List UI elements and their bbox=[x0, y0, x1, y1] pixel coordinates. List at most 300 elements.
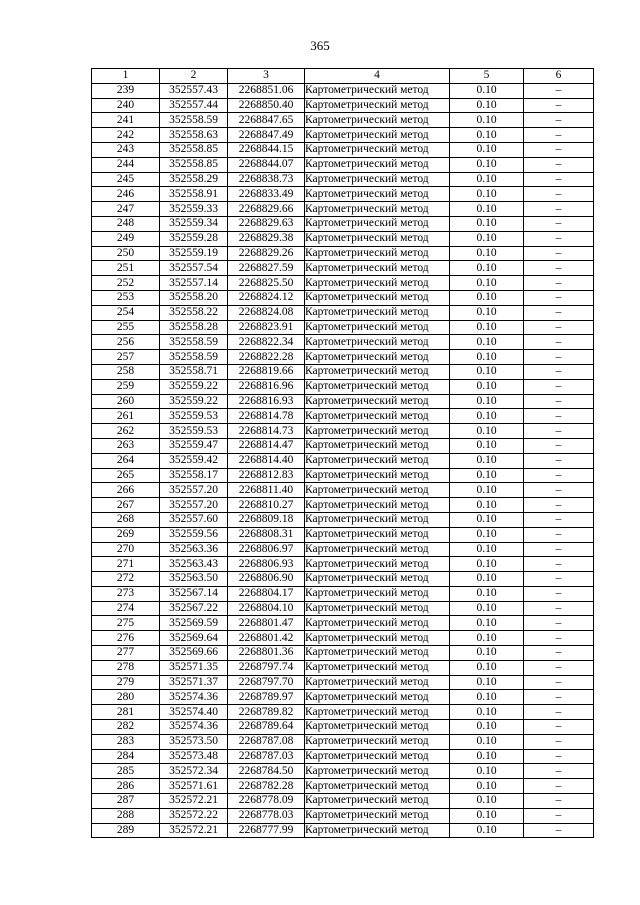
method-cell: Картометрический метод bbox=[305, 601, 450, 616]
method-cell: Картометрический метод bbox=[305, 690, 450, 705]
method-cell: Картометрический метод bbox=[305, 779, 450, 794]
table-row bbox=[92, 794, 594, 809]
point-number-cell: 243 bbox=[92, 142, 160, 157]
y-coordinate-cell: 2268850.40 bbox=[228, 98, 305, 113]
method-cell: Картометрический метод bbox=[305, 335, 450, 350]
accuracy-cell: 0.10 bbox=[450, 424, 524, 439]
note-cell: – bbox=[524, 586, 594, 601]
table-row bbox=[92, 394, 594, 409]
point-number-cell: 251 bbox=[92, 261, 160, 276]
x-coordinate-cell: 352572.21 bbox=[160, 794, 228, 809]
x-coordinate-cell: 352569.59 bbox=[160, 616, 228, 631]
y-coordinate-cell: 2268778.03 bbox=[228, 808, 305, 823]
table-row bbox=[92, 187, 594, 202]
x-coordinate-cell: 352558.59 bbox=[160, 113, 228, 128]
x-coordinate-cell: 352559.42 bbox=[160, 453, 228, 468]
accuracy-cell: 0.10 bbox=[450, 335, 524, 350]
y-coordinate-cell: 2268787.08 bbox=[228, 734, 305, 749]
note-cell: – bbox=[524, 601, 594, 616]
accuracy-cell: 0.10 bbox=[450, 83, 524, 98]
point-number-cell: 287 bbox=[92, 794, 160, 809]
point-number-cell: 279 bbox=[92, 675, 160, 690]
point-number-cell: 275 bbox=[92, 616, 160, 631]
accuracy-cell: 0.10 bbox=[450, 483, 524, 498]
note-cell: – bbox=[524, 113, 594, 128]
accuracy-cell: 0.10 bbox=[450, 98, 524, 113]
point-number-cell: 281 bbox=[92, 705, 160, 720]
note-cell: – bbox=[524, 394, 594, 409]
point-number-cell: 242 bbox=[92, 128, 160, 143]
table-row bbox=[92, 734, 594, 749]
x-coordinate-cell: 352558.85 bbox=[160, 142, 228, 157]
x-coordinate-cell: 352559.34 bbox=[160, 216, 228, 231]
accuracy-cell: 0.10 bbox=[450, 172, 524, 187]
method-cell: Картометрический метод bbox=[305, 764, 450, 779]
note-cell: – bbox=[524, 202, 594, 217]
method-cell: Картометрический метод bbox=[305, 379, 450, 394]
x-coordinate-cell: 352567.22 bbox=[160, 601, 228, 616]
point-number-cell: 247 bbox=[92, 202, 160, 217]
accuracy-cell: 0.10 bbox=[450, 794, 524, 809]
table-row bbox=[92, 601, 594, 616]
method-cell: Картометрический метод bbox=[305, 498, 450, 513]
note-cell: – bbox=[524, 424, 594, 439]
x-coordinate-cell: 352558.59 bbox=[160, 335, 228, 350]
method-cell: Картометрический метод bbox=[305, 483, 450, 498]
note-cell: – bbox=[524, 764, 594, 779]
x-coordinate-cell: 352559.47 bbox=[160, 438, 228, 453]
method-cell: Картометрический метод bbox=[305, 468, 450, 483]
note-cell: – bbox=[524, 498, 594, 513]
method-cell: Картометрический метод bbox=[305, 350, 450, 365]
x-coordinate-cell: 352571.61 bbox=[160, 779, 228, 794]
note-cell: – bbox=[524, 512, 594, 527]
table-row bbox=[92, 261, 594, 276]
note-cell: – bbox=[524, 276, 594, 291]
accuracy-cell: 0.10 bbox=[450, 749, 524, 764]
method-cell: Картометрический метод bbox=[305, 438, 450, 453]
method-cell: Картометрический метод bbox=[305, 157, 450, 172]
method-cell: Картометрический метод bbox=[305, 616, 450, 631]
accuracy-cell: 0.10 bbox=[450, 646, 524, 661]
accuracy-cell: 0.10 bbox=[450, 453, 524, 468]
note-cell: – bbox=[524, 483, 594, 498]
accuracy-cell: 0.10 bbox=[450, 216, 524, 231]
note-cell: – bbox=[524, 216, 594, 231]
x-coordinate-cell: 352572.22 bbox=[160, 808, 228, 823]
method-cell: Картометрический метод bbox=[305, 424, 450, 439]
point-number-cell: 282 bbox=[92, 720, 160, 735]
note-cell: – bbox=[524, 290, 594, 305]
point-number-cell: 288 bbox=[92, 808, 160, 823]
table-row bbox=[92, 527, 594, 542]
table-row bbox=[92, 424, 594, 439]
point-number-cell: 253 bbox=[92, 290, 160, 305]
accuracy-cell: 0.10 bbox=[450, 527, 524, 542]
point-number-cell: 254 bbox=[92, 305, 160, 320]
accuracy-cell: 0.10 bbox=[450, 320, 524, 335]
x-coordinate-cell: 352557.14 bbox=[160, 276, 228, 291]
y-coordinate-cell: 2268806.90 bbox=[228, 572, 305, 587]
method-cell: Картометрический метод bbox=[305, 646, 450, 661]
table-row bbox=[92, 646, 594, 661]
point-number-cell: 244 bbox=[92, 157, 160, 172]
x-coordinate-cell: 352572.34 bbox=[160, 764, 228, 779]
method-cell: Картометрический метод bbox=[305, 305, 450, 320]
point-number-cell: 280 bbox=[92, 690, 160, 705]
x-coordinate-cell: 352572.21 bbox=[160, 823, 228, 838]
y-coordinate-cell: 2268808.31 bbox=[228, 527, 305, 542]
y-coordinate-cell: 2268814.73 bbox=[228, 424, 305, 439]
method-cell: Картометрический метод bbox=[305, 320, 450, 335]
point-number-cell: 277 bbox=[92, 646, 160, 661]
accuracy-cell: 0.10 bbox=[450, 705, 524, 720]
note-cell: – bbox=[524, 749, 594, 764]
method-cell: Картометрический метод bbox=[305, 631, 450, 646]
x-coordinate-cell: 352569.64 bbox=[160, 631, 228, 646]
table-row bbox=[92, 498, 594, 513]
y-coordinate-cell: 2268816.93 bbox=[228, 394, 305, 409]
note-cell: – bbox=[524, 350, 594, 365]
y-coordinate-cell: 2268823.91 bbox=[228, 320, 305, 335]
table-row bbox=[92, 335, 594, 350]
page-number: 365 bbox=[310, 38, 330, 53]
note-cell: – bbox=[524, 705, 594, 720]
y-coordinate-cell: 2268789.97 bbox=[228, 690, 305, 705]
y-coordinate-cell: 2268801.42 bbox=[228, 631, 305, 646]
accuracy-cell: 0.10 bbox=[450, 394, 524, 409]
table-row bbox=[92, 631, 594, 646]
x-coordinate-cell: 352558.91 bbox=[160, 187, 228, 202]
column-header-3: 3 bbox=[228, 69, 305, 84]
y-coordinate-cell: 2268809.18 bbox=[228, 512, 305, 527]
note-cell: – bbox=[524, 142, 594, 157]
table-row bbox=[92, 350, 594, 365]
x-coordinate-cell: 352557.44 bbox=[160, 98, 228, 113]
y-coordinate-cell: 2268833.49 bbox=[228, 187, 305, 202]
note-cell: – bbox=[524, 246, 594, 261]
table-row bbox=[92, 172, 594, 187]
point-number-cell: 257 bbox=[92, 350, 160, 365]
x-coordinate-cell: 352574.40 bbox=[160, 705, 228, 720]
point-number-cell: 269 bbox=[92, 527, 160, 542]
x-coordinate-cell: 352558.17 bbox=[160, 468, 228, 483]
x-coordinate-cell: 352558.29 bbox=[160, 172, 228, 187]
table-row bbox=[92, 483, 594, 498]
point-number-cell: 283 bbox=[92, 734, 160, 749]
method-cell: Картометрический метод bbox=[305, 557, 450, 572]
method-cell: Картометрический метод bbox=[305, 98, 450, 113]
x-coordinate-cell: 352559.19 bbox=[160, 246, 228, 261]
point-number-cell: 274 bbox=[92, 601, 160, 616]
x-coordinate-cell: 352559.53 bbox=[160, 409, 228, 424]
x-coordinate-cell: 352563.36 bbox=[160, 542, 228, 557]
y-coordinate-cell: 2268797.74 bbox=[228, 660, 305, 675]
note-cell: – bbox=[524, 364, 594, 379]
point-number-cell: 239 bbox=[92, 83, 160, 98]
note-cell: – bbox=[524, 320, 594, 335]
note-cell: – bbox=[524, 468, 594, 483]
x-coordinate-cell: 352557.54 bbox=[160, 261, 228, 276]
accuracy-cell: 0.10 bbox=[450, 128, 524, 143]
table-row bbox=[92, 379, 594, 394]
table-row bbox=[92, 586, 594, 601]
method-cell: Картометрический метод bbox=[305, 675, 450, 690]
table-row bbox=[92, 779, 594, 794]
x-coordinate-cell: 352559.53 bbox=[160, 424, 228, 439]
point-number-cell: 260 bbox=[92, 394, 160, 409]
table-row bbox=[92, 290, 594, 305]
x-coordinate-cell: 352559.33 bbox=[160, 202, 228, 217]
note-cell: – bbox=[524, 305, 594, 320]
y-coordinate-cell: 2268829.63 bbox=[228, 216, 305, 231]
note-cell: – bbox=[524, 157, 594, 172]
table-row bbox=[92, 572, 594, 587]
table-header-row bbox=[92, 69, 594, 84]
x-coordinate-cell: 352574.36 bbox=[160, 720, 228, 735]
table-row bbox=[92, 749, 594, 764]
point-number-cell: 271 bbox=[92, 557, 160, 572]
method-cell: Картометрический метод bbox=[305, 216, 450, 231]
point-number-cell: 272 bbox=[92, 572, 160, 587]
method-cell: Картометрический метод bbox=[305, 794, 450, 809]
method-cell: Картометрический метод bbox=[305, 261, 450, 276]
accuracy-cell: 0.10 bbox=[450, 409, 524, 424]
y-coordinate-cell: 2268814.40 bbox=[228, 453, 305, 468]
table-row bbox=[92, 557, 594, 572]
note-cell: – bbox=[524, 675, 594, 690]
method-cell: Картометрический метод bbox=[305, 187, 450, 202]
table-row bbox=[92, 98, 594, 113]
accuracy-cell: 0.10 bbox=[450, 823, 524, 838]
accuracy-cell: 0.10 bbox=[450, 187, 524, 202]
table-row bbox=[92, 468, 594, 483]
note-cell: – bbox=[524, 409, 594, 424]
accuracy-cell: 0.10 bbox=[450, 157, 524, 172]
table-row bbox=[92, 675, 594, 690]
accuracy-cell: 0.10 bbox=[450, 246, 524, 261]
y-coordinate-cell: 2268789.82 bbox=[228, 705, 305, 720]
table-row bbox=[92, 276, 594, 291]
note-cell: – bbox=[524, 438, 594, 453]
point-number-cell: 285 bbox=[92, 764, 160, 779]
x-coordinate-cell: 352559.56 bbox=[160, 527, 228, 542]
x-coordinate-cell: 352574.36 bbox=[160, 690, 228, 705]
x-coordinate-cell: 352573.50 bbox=[160, 734, 228, 749]
method-cell: Картометрический метод bbox=[305, 128, 450, 143]
note-cell: – bbox=[524, 98, 594, 113]
note-cell: – bbox=[524, 646, 594, 661]
accuracy-cell: 0.10 bbox=[450, 113, 524, 128]
method-cell: Картометрический метод bbox=[305, 512, 450, 527]
point-number-cell: 246 bbox=[92, 187, 160, 202]
y-coordinate-cell: 2268838.73 bbox=[228, 172, 305, 187]
table-body bbox=[92, 83, 594, 838]
method-cell: Картометрический метод bbox=[305, 231, 450, 246]
accuracy-cell: 0.10 bbox=[450, 779, 524, 794]
table-row bbox=[92, 409, 594, 424]
method-cell: Картометрический метод bbox=[305, 453, 450, 468]
y-coordinate-cell: 2268806.93 bbox=[228, 557, 305, 572]
y-coordinate-cell: 2268804.17 bbox=[228, 586, 305, 601]
note-cell: – bbox=[524, 660, 594, 675]
table-row bbox=[92, 823, 594, 838]
accuracy-cell: 0.10 bbox=[450, 276, 524, 291]
accuracy-cell: 0.10 bbox=[450, 261, 524, 276]
method-cell: Картометрический метод bbox=[305, 364, 450, 379]
note-cell: – bbox=[524, 616, 594, 631]
column-header-6: 6 bbox=[524, 69, 594, 84]
column-header-4: 4 bbox=[305, 69, 450, 84]
table-row bbox=[92, 202, 594, 217]
accuracy-cell: 0.10 bbox=[450, 231, 524, 246]
table-row bbox=[92, 764, 594, 779]
note-cell: – bbox=[524, 823, 594, 838]
x-coordinate-cell: 352571.37 bbox=[160, 675, 228, 690]
table-row bbox=[92, 305, 594, 320]
table-row bbox=[92, 808, 594, 823]
accuracy-cell: 0.10 bbox=[450, 542, 524, 557]
point-number-cell: 273 bbox=[92, 586, 160, 601]
column-header-5: 5 bbox=[450, 69, 524, 84]
accuracy-cell: 0.10 bbox=[450, 631, 524, 646]
table-row bbox=[92, 113, 594, 128]
point-number-cell: 261 bbox=[92, 409, 160, 424]
accuracy-cell: 0.10 bbox=[450, 557, 524, 572]
accuracy-cell: 0.10 bbox=[450, 350, 524, 365]
x-coordinate-cell: 352558.59 bbox=[160, 350, 228, 365]
accuracy-cell: 0.10 bbox=[450, 305, 524, 320]
point-number-cell: 248 bbox=[92, 216, 160, 231]
y-coordinate-cell: 2268824.08 bbox=[228, 305, 305, 320]
method-cell: Картометрический метод bbox=[305, 572, 450, 587]
accuracy-cell: 0.10 bbox=[450, 675, 524, 690]
x-coordinate-cell: 352558.22 bbox=[160, 305, 228, 320]
x-coordinate-cell: 352558.63 bbox=[160, 128, 228, 143]
accuracy-cell: 0.10 bbox=[450, 808, 524, 823]
point-number-cell: 245 bbox=[92, 172, 160, 187]
table-row bbox=[92, 142, 594, 157]
accuracy-cell: 0.10 bbox=[450, 572, 524, 587]
table-row bbox=[92, 660, 594, 675]
accuracy-cell: 0.10 bbox=[450, 438, 524, 453]
point-number-cell: 267 bbox=[92, 498, 160, 513]
method-cell: Картометрический метод bbox=[305, 734, 450, 749]
note-cell: – bbox=[524, 261, 594, 276]
note-cell: – bbox=[524, 231, 594, 246]
accuracy-cell: 0.10 bbox=[450, 720, 524, 735]
method-cell: Картометрический метод bbox=[305, 705, 450, 720]
accuracy-cell: 0.10 bbox=[450, 616, 524, 631]
y-coordinate-cell: 2268822.34 bbox=[228, 335, 305, 350]
y-coordinate-cell: 2268847.65 bbox=[228, 113, 305, 128]
method-cell: Картометрический метод bbox=[305, 83, 450, 98]
accuracy-cell: 0.10 bbox=[450, 601, 524, 616]
point-number-cell: 284 bbox=[92, 749, 160, 764]
point-number-cell: 265 bbox=[92, 468, 160, 483]
point-number-cell: 289 bbox=[92, 823, 160, 838]
y-coordinate-cell: 2268814.47 bbox=[228, 438, 305, 453]
note-cell: – bbox=[524, 542, 594, 557]
y-coordinate-cell: 2268811.40 bbox=[228, 483, 305, 498]
x-coordinate-cell: 352569.66 bbox=[160, 646, 228, 661]
note-cell: – bbox=[524, 808, 594, 823]
point-number-cell: 286 bbox=[92, 779, 160, 794]
method-cell: Картометрический метод bbox=[305, 586, 450, 601]
table-row bbox=[92, 438, 594, 453]
y-coordinate-cell: 2268827.59 bbox=[228, 261, 305, 276]
column-header-2: 2 bbox=[160, 69, 228, 84]
method-cell: Картометрический метод bbox=[305, 542, 450, 557]
note-cell: – bbox=[524, 128, 594, 143]
table-row bbox=[92, 83, 594, 98]
accuracy-cell: 0.10 bbox=[450, 364, 524, 379]
y-coordinate-cell: 2268804.10 bbox=[228, 601, 305, 616]
note-cell: – bbox=[524, 779, 594, 794]
x-coordinate-cell: 352563.50 bbox=[160, 572, 228, 587]
x-coordinate-cell: 352557.43 bbox=[160, 83, 228, 98]
accuracy-cell: 0.10 bbox=[450, 690, 524, 705]
y-coordinate-cell: 2268822.28 bbox=[228, 350, 305, 365]
x-coordinate-cell: 352557.20 bbox=[160, 498, 228, 513]
method-cell: Картометрический метод bbox=[305, 276, 450, 291]
table-row bbox=[92, 128, 594, 143]
y-coordinate-cell: 2268844.15 bbox=[228, 142, 305, 157]
y-coordinate-cell: 2268787.03 bbox=[228, 749, 305, 764]
table-row bbox=[92, 705, 594, 720]
method-cell: Картометрический метод bbox=[305, 660, 450, 675]
note-cell: – bbox=[524, 527, 594, 542]
x-coordinate-cell: 352559.28 bbox=[160, 231, 228, 246]
accuracy-cell: 0.10 bbox=[450, 379, 524, 394]
y-coordinate-cell: 2268810.27 bbox=[228, 498, 305, 513]
point-number-cell: 259 bbox=[92, 379, 160, 394]
table-row bbox=[92, 616, 594, 631]
y-coordinate-cell: 2268777.99 bbox=[228, 823, 305, 838]
table-row bbox=[92, 364, 594, 379]
point-number-cell: 263 bbox=[92, 438, 160, 453]
y-coordinate-cell: 2268829.38 bbox=[228, 231, 305, 246]
method-cell: Картометрический метод bbox=[305, 246, 450, 261]
y-coordinate-cell: 2268806.97 bbox=[228, 542, 305, 557]
method-cell: Картометрический метод bbox=[305, 808, 450, 823]
point-number-cell: 256 bbox=[92, 335, 160, 350]
y-coordinate-cell: 2268819.66 bbox=[228, 364, 305, 379]
column-header-1: 1 bbox=[92, 69, 160, 84]
table-row bbox=[92, 246, 594, 261]
y-coordinate-cell: 2268778.09 bbox=[228, 794, 305, 809]
table-row bbox=[92, 690, 594, 705]
table-row bbox=[92, 231, 594, 246]
method-cell: Картометрический метод bbox=[305, 749, 450, 764]
x-coordinate-cell: 352558.20 bbox=[160, 290, 228, 305]
method-cell: Картометрический метод bbox=[305, 113, 450, 128]
point-number-cell: 250 bbox=[92, 246, 160, 261]
accuracy-cell: 0.10 bbox=[450, 468, 524, 483]
point-number-cell: 240 bbox=[92, 98, 160, 113]
method-cell: Картометрический метод bbox=[305, 527, 450, 542]
note-cell: – bbox=[524, 557, 594, 572]
x-coordinate-cell: 352571.35 bbox=[160, 660, 228, 675]
table-row bbox=[92, 720, 594, 735]
x-coordinate-cell: 352563.43 bbox=[160, 557, 228, 572]
note-cell: – bbox=[524, 720, 594, 735]
note-cell: – bbox=[524, 453, 594, 468]
method-cell: Картометрический метод bbox=[305, 409, 450, 424]
y-coordinate-cell: 2268789.64 bbox=[228, 720, 305, 735]
note-cell: – bbox=[524, 172, 594, 187]
y-coordinate-cell: 2268801.47 bbox=[228, 616, 305, 631]
